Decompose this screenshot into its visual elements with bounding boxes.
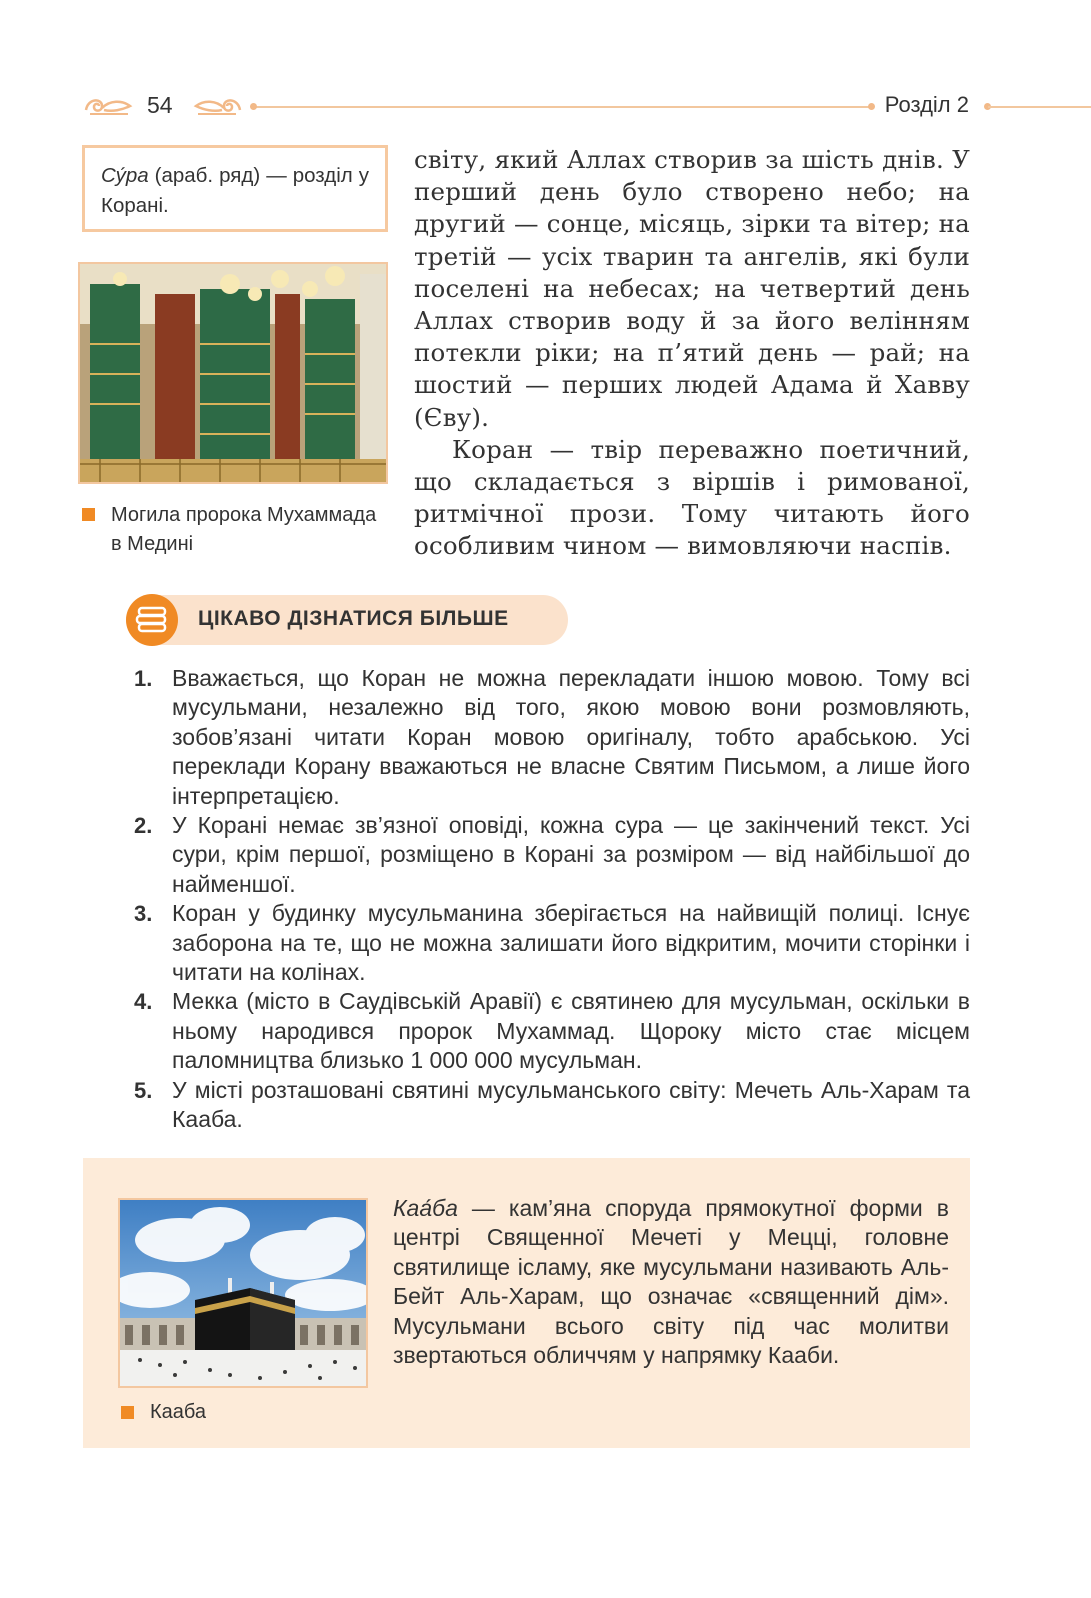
facts-list bbox=[130, 664, 970, 1135]
list-item-text: У місті розташовані святині мусульманського світу: Мечеть Аль-Харам та Кааба. bbox=[172, 1076, 970, 1133]
list-item bbox=[130, 899, 970, 987]
header-rule bbox=[252, 106, 872, 108]
definition-text: (араб. ряд) — розділ у Корані. bbox=[101, 164, 369, 217]
kaaba-caption bbox=[121, 1401, 206, 1424]
main-paragraph-2: Коран — твір переважно поетичний, що складається з віршів і римованої, ритмічної прози. Тому читають його особливим чином — вимовляючи наспів. bbox=[414, 434, 970, 561]
list-item-text: Мекка (місто в Саудівській Аравії) є святинею для мусульман, оскільки в ньому народився пророк Мухаммад. Щороку місто стає місцем паломництва близько 1 000 000 мусульман. bbox=[172, 988, 970, 1074]
kaaba-term: Каа́ба bbox=[393, 1195, 458, 1221]
list-item bbox=[130, 987, 970, 1075]
header-rule-dot bbox=[250, 103, 257, 110]
header-rule-dot bbox=[868, 103, 875, 110]
definition-term: Су́ра bbox=[101, 164, 149, 187]
list-item-text: Коран у будинку мусульманина зберігається на найвищій полиці. Існує заборона на те, що не можна залишати його відкритим, мочити сторінки і читати на колінах. bbox=[172, 900, 970, 986]
header-rule bbox=[988, 106, 1091, 108]
tomb-caption bbox=[82, 501, 382, 559]
definition-box bbox=[82, 145, 388, 232]
list-item-text: Вважається, що Коран не можна перекладати іншою мовою. Тому всі мусульмани, незалежно від того, якою мовою вони розмовляють, зобов’язані читати Коран мовою оригіналу, тобто арабською. Усі переклади Корану вважаються не власне Святим Письмом, а лише його інтерпретацією. bbox=[172, 665, 970, 809]
learn-more-banner bbox=[126, 595, 568, 645]
kaaba-caption-text: Кааба bbox=[150, 1401, 207, 1423]
list-item bbox=[130, 664, 970, 811]
book-stack-icon bbox=[126, 594, 178, 646]
caption-marker-icon bbox=[82, 508, 95, 521]
tomb-photo bbox=[78, 262, 388, 484]
list-item-number: 3. bbox=[134, 901, 153, 927]
list-item bbox=[130, 1076, 970, 1135]
page-number: 54 bbox=[147, 92, 173, 118]
kaaba-text: — кам’яна споруда прямокутної форми в центрі Священної Мечеті у Мецці, головне святилище ісламу, яке мусульмани називають Аль-Бейт Аль-Харам, що означає «священний дім». Мусульмани всього світу під час молитви звертаються обличчям у напрямку Кааби. bbox=[393, 1195, 949, 1369]
caption-marker-icon bbox=[121, 1406, 134, 1419]
list-item-number: 2. bbox=[134, 813, 153, 839]
list-item-number: 4. bbox=[134, 989, 153, 1015]
kaaba-image bbox=[120, 1200, 368, 1388]
list-item-number: 5. bbox=[134, 1077, 153, 1103]
mosque-interior-image bbox=[80, 264, 388, 484]
kaaba-info-box bbox=[83, 1158, 970, 1448]
list-item bbox=[130, 811, 970, 899]
main-paragraph-1: світу, який Аллах створив за шість днів. У перший день було створено небо; на другий — сонце, місяць, зірки та вітер; на третій — усіх тварин та ангелів, які були поселені на небесах; на четвертий день Аллах створив воду й за його велінням потекли ріки; на п’ятий день — рай; на шостий — перших людей Адама й Хавву (Єву). bbox=[414, 145, 970, 432]
tomb-caption-text: Могила пророка Мухаммада в Медині bbox=[111, 504, 377, 555]
kaaba-photo bbox=[118, 1198, 368, 1388]
list-item-number: 1. bbox=[134, 666, 153, 691]
page-header bbox=[0, 88, 1091, 128]
section-title: Розділ 2 bbox=[884, 92, 969, 117]
banner-title: ЦІКАВО ДІЗНАТИСЯ БІЛЬШЕ bbox=[198, 607, 509, 630]
ornament-left-icon bbox=[82, 94, 134, 118]
list-item-text: У Корані немає зв’язної оповіді, кожна сура — це закінчений текст. Усі сури, крім першої, розміщено в Корані за розміром — від найбільшої до найменшої. bbox=[172, 812, 970, 897]
main-text bbox=[414, 144, 970, 563]
ornament-right-icon bbox=[192, 94, 244, 118]
kaaba-description bbox=[393, 1194, 949, 1370]
